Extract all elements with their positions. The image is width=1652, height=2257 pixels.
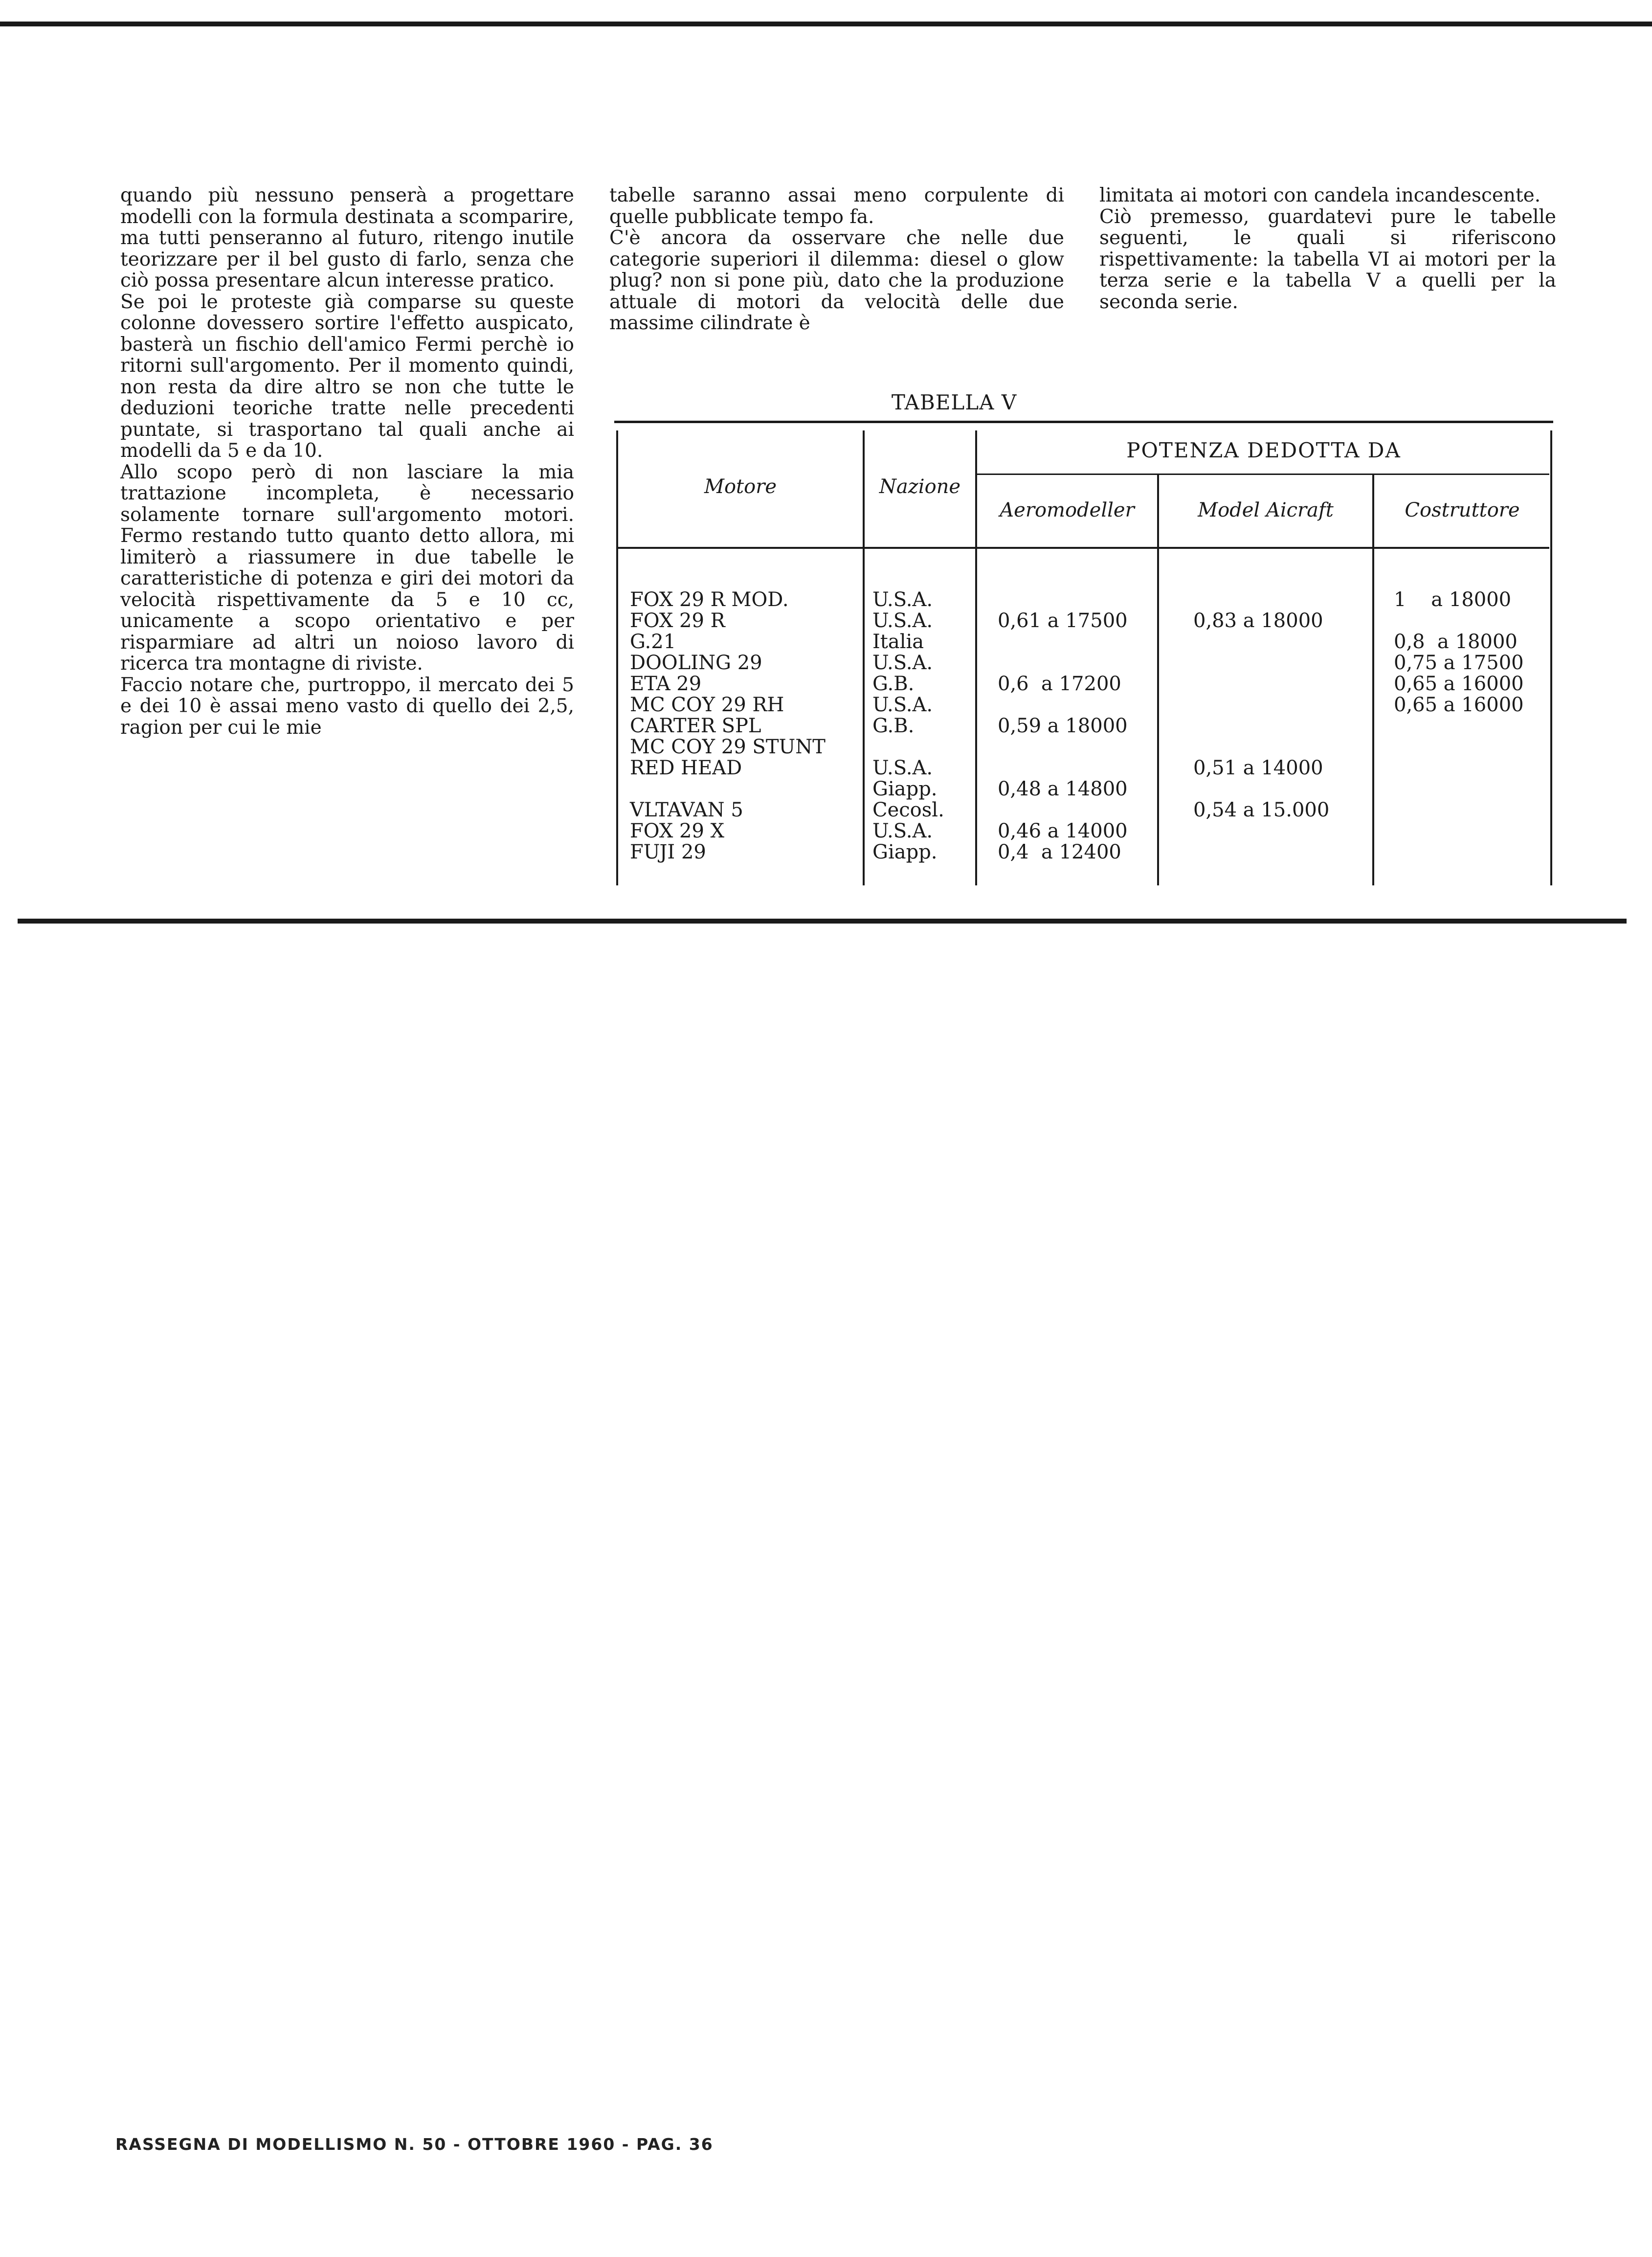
header-potenza: POTENZA DEDOTTA DA xyxy=(1126,438,1401,462)
table-group-rule xyxy=(976,474,1549,475)
table-cell: FUJI 29 xyxy=(630,841,706,863)
header-aeromodeller: Aeromodeller xyxy=(1000,499,1135,521)
paragraph: limitata ai motori con candela incandescente. xyxy=(1099,184,1541,206)
table-cell: U.S.A. xyxy=(872,820,933,842)
table-cell: 0,83 a 18000 xyxy=(1193,609,1323,632)
table-cell: Giapp. xyxy=(872,778,938,800)
table-cell: MC COY 29 RH xyxy=(630,694,784,716)
text-column-2 xyxy=(609,185,1064,334)
paragraph: C'è ancora da osservare che nelle due categorie superiori il dilemma: diesel o glow plug? non si pone più, dato che la produzione attuale di motori da velocità delle due massime cilindrate è xyxy=(609,227,1064,334)
header-nazione: Nazione xyxy=(879,475,961,498)
table-cell: G.21 xyxy=(630,631,676,653)
table-vline xyxy=(863,430,865,885)
top-rule xyxy=(0,22,1652,26)
table-cell: Cecosl. xyxy=(872,799,944,821)
table-cell: 1 a 18000 xyxy=(1394,588,1512,611)
paragraph: tabelle saranno assai meno corpulente di quelle pubblicate tempo fa. xyxy=(609,184,1064,228)
table-cell: FOX 29 X xyxy=(630,820,725,842)
table-cell: 0,75 a 17500 xyxy=(1394,652,1524,674)
text-column-3 xyxy=(1099,185,1556,313)
text-column-1 xyxy=(120,185,574,738)
page-footer: RASSEGNA DI MODELLISMO N. 50 - OTTOBRE 1960 - PAG. 36 xyxy=(115,2135,714,2154)
table-cell: 0,46 a 14000 xyxy=(998,820,1128,842)
table-cell: DOOLING 29 xyxy=(630,652,762,674)
table-cell: 0,6 a 17200 xyxy=(998,673,1121,695)
paragraph: Faccio notare che, purtroppo, il mercato dei 5 e dei 10 è assai meno vasto di quello dei 2,5, ragion per cui le mie xyxy=(120,674,574,739)
table-vline xyxy=(1550,430,1552,885)
table-vline xyxy=(616,430,618,885)
table-cell: 0,8 a 18000 xyxy=(1394,631,1518,653)
table-caption: TABELLA V xyxy=(891,390,1017,414)
bottom-rule xyxy=(18,919,1627,924)
table-cell: G.B. xyxy=(872,673,915,695)
table-cell: 0,48 a 14800 xyxy=(998,778,1128,800)
table-cell: 0,51 a 14000 xyxy=(1193,757,1323,779)
header-model-aircraft: Model Aicraft xyxy=(1198,499,1334,521)
header-costruttore: Costruttore xyxy=(1405,499,1520,521)
table-cell: 0,61 a 17500 xyxy=(998,609,1128,632)
table-cell: ETA 29 xyxy=(630,673,702,695)
table-cell: Giapp. xyxy=(872,841,938,863)
paragraph: Se poi le proteste già comparse su queste colonne dovessero sortire l'effetto auspicato, basterà un fischio dell'amico Fermi perchè io ritorni sull'argomento. Per il momento quindi, non resta da dire altro se non che tutte le deduzioni teoriche tratte nelle precedenti puntate, si trasportano tal quali anche ai modelli da 5 e da 10. xyxy=(120,291,574,462)
table-cell: 0,59 a 18000 xyxy=(998,715,1128,737)
table-cell: G.B. xyxy=(872,715,915,737)
table-cell: 0,65 a 16000 xyxy=(1394,694,1524,716)
table-header-rule xyxy=(617,547,1549,549)
table-cell: U.S.A. xyxy=(872,588,933,611)
paragraph: quando più nessuno penserà a progettare modelli con la formula destinata a scomparire, ma tutti penseranno al futuro, ritengo inutile teorizzare per il bel gusto di farlo, senza che ciò possa presentare alcun interesse pratico. xyxy=(120,184,574,292)
table-cell: U.S.A. xyxy=(872,652,933,674)
table-cell: VLTAVAN 5 xyxy=(630,799,743,821)
table-cell: FOX 29 R MOD. xyxy=(630,588,789,611)
paragraph: Ciò premesso, guardatevi pure le tabelle seguenti, le quali si riferiscono rispettivamente: la tabella VI ai motori per la terza serie e la tabella V a quelli per la seconda serie. xyxy=(1099,205,1556,313)
table-cell: 0,65 a 16000 xyxy=(1394,673,1524,695)
table-cell: FOX 29 R xyxy=(630,609,725,632)
table-cell: CARTER SPL xyxy=(630,715,761,737)
table-cell: U.S.A. xyxy=(872,757,933,779)
table-cell xyxy=(872,737,944,758)
table-cell: Italia xyxy=(872,631,924,653)
table-cell: U.S.A. xyxy=(872,694,933,716)
nazione-column xyxy=(872,589,944,863)
table-cell: 0,54 a 15.000 xyxy=(1193,799,1330,821)
table-cell: U.S.A. xyxy=(872,609,933,632)
table-cell: RED HEAD xyxy=(630,757,742,779)
paragraph: Allo scopo però di non lasciare la mia trattazione incompleta, è necessario solamente tornare sull'argomento motori. Fermo restando tutto quanto detto allora, mi limiterò a riassumere in due tabelle le caratteristiche di potenza e giri dei motori da velocità rispettivamente da 5 e 10 cc, unicamente a scopo orientativo e per risparmiare ad altri un noioso lavoro di ricerca tra montagne di riviste. xyxy=(120,461,574,675)
motore-column xyxy=(630,589,826,863)
table-cell xyxy=(630,779,826,800)
table-cell: MC COY 29 STUNT xyxy=(630,736,826,758)
table-top-rule xyxy=(614,421,1553,423)
table-cell: 0,4 a 12400 xyxy=(998,841,1121,863)
table-vline xyxy=(1157,474,1159,885)
table-vline xyxy=(1372,474,1374,885)
header-motore: Motore xyxy=(704,475,777,498)
